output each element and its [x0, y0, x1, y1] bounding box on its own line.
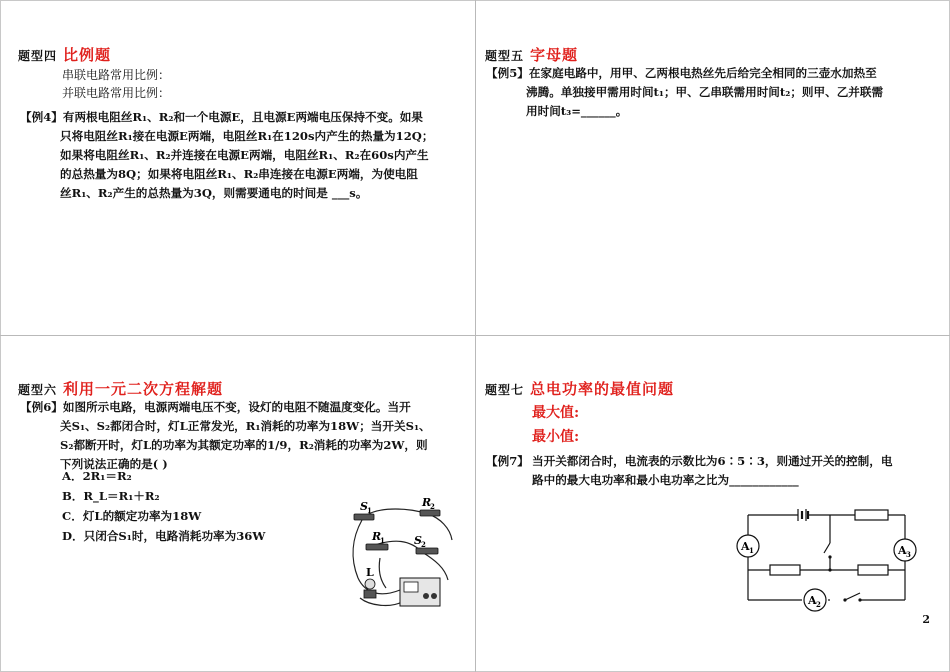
section-number: 题型四 [18, 49, 58, 63]
example-6 [20, 398, 472, 474]
lamp-base-shape [364, 590, 376, 598]
label-r2: R [422, 498, 432, 509]
section-number: 题型五 [485, 49, 525, 63]
label-s2-sub: 2 [421, 540, 426, 549]
example-line: 路中的最大电功率和最小电功率之比为____________ [532, 473, 799, 487]
example-5 [486, 64, 946, 121]
parallel-ratio-line: 并联电路常用比例： [62, 86, 171, 100]
section-number: 题型七 [485, 383, 525, 397]
label-r1-sub: 1 [380, 536, 385, 545]
label-r1: R [372, 530, 382, 543]
example-line: 只将电阻丝R₁接在电源E两端，电阻丝R₁在120s内产生的热量为12Q； [60, 129, 434, 143]
example-line: 在家庭电路中，用甲、乙两根电热丝先后给完全相同的三壶水加热至 [528, 66, 877, 80]
label-a3-sub: 3 [906, 550, 911, 559]
example-line: 如果将电阻丝R₁、R₂并连接在电源E两端，电阻丝R₁、R₂在60s内产生 [60, 148, 429, 162]
label-r2-sub: 2 [430, 502, 435, 511]
option-a: A．2R₁＝R₂ [62, 469, 132, 483]
label-a3: A [898, 544, 907, 557]
example-line: S₂都断开时，灯L的功率为其额定功率的1/9，R₂消耗的功率为2W，则 [60, 438, 428, 452]
example-tag: 【例5】 [486, 66, 529, 80]
series-ratio-line: 串联电路常用比例： [62, 68, 171, 82]
example-tag: 【例6】 [20, 400, 63, 414]
physical-circuit-figure [340, 498, 470, 616]
example-tag: 【例7】 [486, 454, 529, 468]
lamp-shape [365, 579, 375, 589]
page-number: 2 [922, 613, 930, 626]
option-c: C．灯L的额定功率为18W [62, 509, 202, 523]
section-title: 利用一元二次方程解题 [63, 380, 224, 398]
example-line: 用时间t₃=______。 [526, 104, 628, 118]
min-value-label: 最小值: [532, 429, 580, 445]
label-l: L [366, 566, 374, 579]
example-line: 有两根电阻丝R₁、R₂和一个电源E，且电源E两端电压保持不变。如果 [62, 110, 423, 124]
example-line: 丝R₁、R₂产生的总热量为3Q，则需要通电的时间是 ___s。 [60, 186, 368, 200]
section-header [485, 378, 674, 399]
option-d: D．只闭合S₁时，电路消耗功率为36W [62, 529, 266, 543]
section-header [18, 378, 223, 399]
vertical-divider [475, 0, 476, 672]
label-a1: A [741, 540, 750, 553]
section-number: 题型六 [18, 383, 58, 397]
example-tag: 【例4】 [20, 110, 63, 124]
section-title: 字母题 [530, 46, 579, 64]
section-header [485, 44, 578, 65]
label-s1: S [360, 500, 368, 513]
example-7 [486, 452, 946, 490]
example-4 [20, 108, 470, 203]
option-b: B．R_L＝R₁＋R₂ [62, 489, 160, 503]
section-title: 比例题 [63, 46, 112, 64]
label-s2: S [414, 534, 422, 547]
example-line: 关S₁、S₂都闭合时，灯L正常发光，R₁消耗的功率为18W；当开关S₁、 [60, 419, 431, 433]
example-line: 当开关都闭合时，电流表的示数比为6∶5∶3，则通过开关的控制，电 [532, 454, 893, 468]
label-a2-sub: 2 [816, 600, 821, 609]
section-header [18, 44, 111, 65]
section-title: 总电功率的最值问题 [530, 380, 675, 398]
example-line: 如图所示电路，电源两端电压不变，设灯的电阻不随温度变化。当开 [62, 400, 411, 414]
label-a2: A [808, 594, 817, 607]
horizontal-divider [0, 335, 950, 336]
schematic-circuit-figure [730, 505, 925, 617]
example-line: 下列说法正确的是( ) [60, 457, 168, 471]
switch-s2-shape [416, 548, 438, 554]
label-s1-sub: 1 [367, 506, 372, 515]
label-a1-sub: 1 [749, 546, 754, 555]
example-line: 的总热量为8Q；如果将电阻丝R₁、R₂串连接在电源E两端，为使电阻 [60, 167, 418, 181]
max-value-label: 最大值: [532, 405, 580, 421]
power-supply-shape [400, 578, 440, 606]
example-line: 沸腾。单独接甲需用时间t₁；甲、乙串联需用时间t₂；则甲、乙并联需 [526, 85, 884, 99]
